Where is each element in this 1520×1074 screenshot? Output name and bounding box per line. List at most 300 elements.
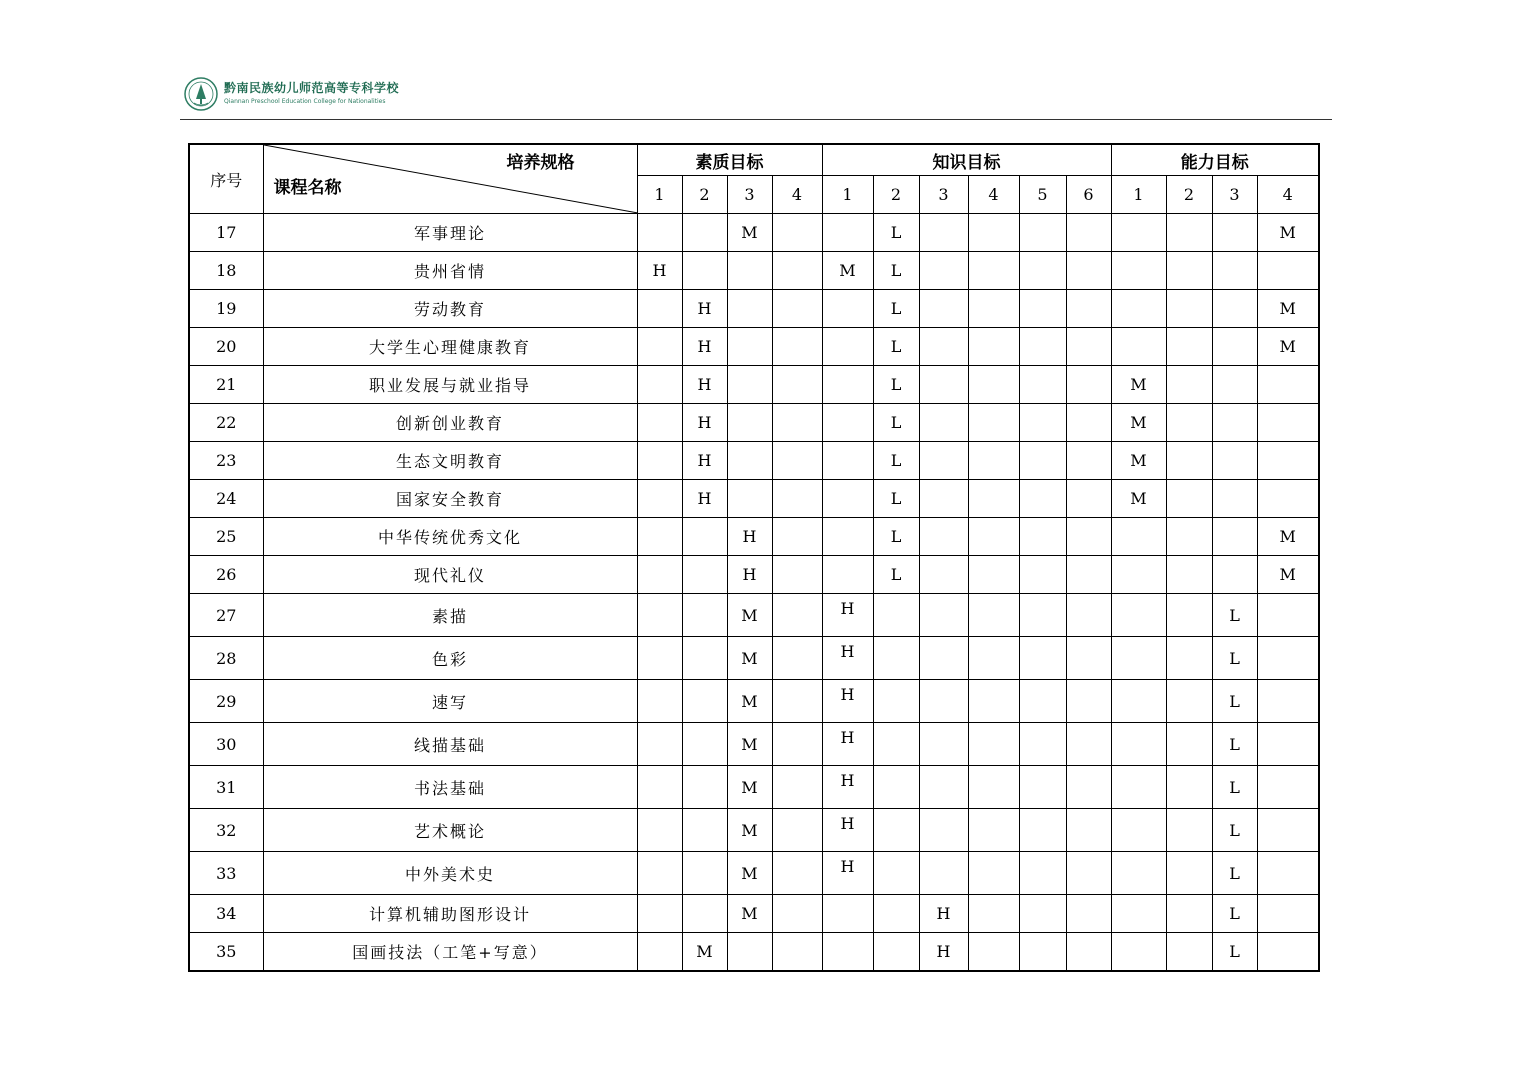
- table-row: [189, 404, 1319, 442]
- course-name: 中华传统优秀文化: [263, 518, 637, 556]
- objective-mark: [1066, 637, 1111, 680]
- objective-mark: [1019, 766, 1066, 809]
- objective-mark: [919, 366, 968, 404]
- objective-mark: [637, 404, 682, 442]
- objective-mark: [1019, 556, 1066, 594]
- objective-mark: [919, 637, 968, 680]
- objective-mark: [772, 933, 822, 972]
- objective-mark: [637, 214, 682, 252]
- objective-mark: [772, 518, 822, 556]
- objective-mark: [968, 809, 1019, 852]
- objective-mark: [919, 214, 968, 252]
- school-name-cn: 黔南民族幼儿师范高等专科学校: [224, 81, 400, 95]
- objective-mark: M: [1111, 480, 1166, 518]
- objective-mark: [1066, 594, 1111, 637]
- objective-mark: [637, 290, 682, 328]
- objective-mark: [1257, 766, 1319, 809]
- table-row: [189, 518, 1319, 556]
- objective-mark: [1257, 680, 1319, 723]
- row-seq: 27: [189, 594, 263, 637]
- objective-mark: L: [873, 252, 919, 290]
- objective-mark: [1019, 328, 1066, 366]
- row-seq: 17: [189, 214, 263, 252]
- objective-mark: [822, 895, 873, 933]
- objective-mark: [1111, 852, 1166, 895]
- objective-mark: [1212, 214, 1257, 252]
- row-seq: 33: [189, 852, 263, 895]
- table-row: [189, 723, 1319, 766]
- objective-mark: [919, 518, 968, 556]
- row-seq: 23: [189, 442, 263, 480]
- objective-mark: [919, 290, 968, 328]
- objective-mark: [968, 723, 1019, 766]
- objective-mark: [1166, 214, 1212, 252]
- objective-mark: [968, 594, 1019, 637]
- objective-mark: L: [873, 442, 919, 480]
- objective-mark: [1212, 404, 1257, 442]
- objective-mark: [682, 680, 727, 723]
- course-name: 国画技法（工笔+写意）: [263, 933, 637, 972]
- objective-mark: [1019, 252, 1066, 290]
- objective-mark: [772, 290, 822, 328]
- course-name: 创新创业教育: [263, 404, 637, 442]
- objective-mark: [873, 723, 919, 766]
- objective-mark: [968, 366, 1019, 404]
- sub-header: 2: [1166, 176, 1212, 214]
- objective-mark: [968, 637, 1019, 680]
- objective-mark: [1066, 252, 1111, 290]
- objective-mark: [637, 680, 682, 723]
- objective-mark: [1166, 637, 1212, 680]
- objective-mark: L: [873, 290, 919, 328]
- objective-mark: [1111, 214, 1166, 252]
- objective-mark: [968, 556, 1019, 594]
- objective-mark: M: [727, 766, 772, 809]
- sub-header: 4: [968, 176, 1019, 214]
- objective-mark: [822, 404, 873, 442]
- objective-mark: [772, 809, 822, 852]
- objective-mark: [1111, 809, 1166, 852]
- objective-mark: L: [1212, 852, 1257, 895]
- objective-mark: M: [727, 852, 772, 895]
- objective-mark: [682, 556, 727, 594]
- row-seq: 19: [189, 290, 263, 328]
- objective-mark: M: [727, 723, 772, 766]
- objective-mark: [1111, 933, 1166, 972]
- objective-mark: H: [822, 594, 873, 637]
- objective-mark: [682, 723, 727, 766]
- objective-mark: [1166, 766, 1212, 809]
- objective-mark: H: [682, 404, 727, 442]
- objective-mark: [682, 214, 727, 252]
- row-seq: 22: [189, 404, 263, 442]
- objective-mark: [682, 252, 727, 290]
- table-row: [189, 680, 1319, 723]
- objective-mark: [919, 680, 968, 723]
- sub-header: 4: [772, 176, 822, 214]
- course-name: 现代礼仪: [263, 556, 637, 594]
- objective-mark: [1212, 366, 1257, 404]
- course-name: 线描基础: [263, 723, 637, 766]
- objective-mark: L: [1212, 766, 1257, 809]
- page-header: [180, 74, 1332, 120]
- objective-mark: [1111, 766, 1166, 809]
- objective-mark: H: [727, 556, 772, 594]
- objective-mark: [1166, 809, 1212, 852]
- row-seq: 34: [189, 895, 263, 933]
- course-name: 生态文明教育: [263, 442, 637, 480]
- objective-mark: L: [873, 480, 919, 518]
- objective-mark: [919, 404, 968, 442]
- objective-mark: [1166, 852, 1212, 895]
- objective-mark: [968, 252, 1019, 290]
- objective-mark: [1111, 680, 1166, 723]
- objective-mark: [1019, 518, 1066, 556]
- objective-mark: M: [1257, 214, 1319, 252]
- objective-mark: [1111, 518, 1166, 556]
- objective-mark: [637, 637, 682, 680]
- table-row: [189, 594, 1319, 637]
- sub-header: 6: [1066, 176, 1111, 214]
- objective-mark: [822, 480, 873, 518]
- objective-mark: [637, 895, 682, 933]
- objective-mark: [637, 328, 682, 366]
- objective-mark: [919, 852, 968, 895]
- course-name: 职业发展与就业指导: [263, 366, 637, 404]
- header-divider: [180, 119, 1332, 120]
- objective-mark: [873, 766, 919, 809]
- objective-mark: [1111, 637, 1166, 680]
- objective-mark: [637, 442, 682, 480]
- objective-mark: [919, 556, 968, 594]
- objective-mark: [1212, 480, 1257, 518]
- objective-mark: [968, 290, 1019, 328]
- objective-mark: [727, 442, 772, 480]
- objective-mark: [968, 214, 1019, 252]
- objective-mark: [637, 933, 682, 972]
- course-name: 贵州省情: [263, 252, 637, 290]
- course-name: 色彩: [263, 637, 637, 680]
- objective-mark: [1066, 214, 1111, 252]
- seq-column-header: 序号: [189, 144, 263, 214]
- objective-mark: M: [1257, 556, 1319, 594]
- objective-mark: [968, 404, 1019, 442]
- objective-mark: [1066, 366, 1111, 404]
- sub-header: 1: [822, 176, 873, 214]
- course-name: 书法基础: [263, 766, 637, 809]
- objective-mark: [637, 594, 682, 637]
- objective-mark: [727, 290, 772, 328]
- table-row: [189, 895, 1319, 933]
- objective-mark: [772, 723, 822, 766]
- table-row: [189, 442, 1319, 480]
- objective-mark: [1257, 366, 1319, 404]
- objective-mark: [968, 480, 1019, 518]
- objective-mark: [1212, 290, 1257, 328]
- objective-mark: [727, 480, 772, 518]
- objective-mark: [919, 809, 968, 852]
- objective-mark: [772, 594, 822, 637]
- objective-mark: [822, 442, 873, 480]
- sub-header: 3: [1212, 176, 1257, 214]
- objective-mark: [1066, 442, 1111, 480]
- sub-header: 1: [1111, 176, 1166, 214]
- objective-mark: [637, 480, 682, 518]
- objective-mark: [1166, 680, 1212, 723]
- objective-mark: [1111, 290, 1166, 328]
- objective-mark: [1019, 442, 1066, 480]
- objective-mark: [1111, 252, 1166, 290]
- objective-mark: [1019, 214, 1066, 252]
- objective-mark: [1111, 328, 1166, 366]
- objective-mark: [772, 328, 822, 366]
- row-seq: 24: [189, 480, 263, 518]
- objective-mark: [772, 637, 822, 680]
- group-header-ability: 能力目标: [1111, 144, 1319, 176]
- table-row: [189, 933, 1319, 972]
- objective-mark: [1166, 252, 1212, 290]
- objective-mark: [822, 214, 873, 252]
- objective-mark: [1166, 723, 1212, 766]
- row-seq: 32: [189, 809, 263, 852]
- objective-mark: [1019, 895, 1066, 933]
- objective-mark: [682, 766, 727, 809]
- objective-mark: [637, 556, 682, 594]
- objective-mark: L: [1212, 637, 1257, 680]
- objective-mark: [1019, 480, 1066, 518]
- objective-mark: [822, 328, 873, 366]
- objective-mark: [968, 680, 1019, 723]
- objective-mark: [1066, 404, 1111, 442]
- sub-header: 1: [637, 176, 682, 214]
- objective-mark: M: [727, 214, 772, 252]
- objective-mark: [1257, 809, 1319, 852]
- sub-header: 3: [919, 176, 968, 214]
- objective-mark: [1257, 594, 1319, 637]
- objective-mark: M: [1257, 328, 1319, 366]
- objective-mark: [968, 852, 1019, 895]
- objective-mark: [682, 809, 727, 852]
- objective-mark: H: [682, 290, 727, 328]
- objective-mark: H: [637, 252, 682, 290]
- objective-mark: [1166, 556, 1212, 594]
- sub-header: 5: [1019, 176, 1066, 214]
- objective-mark: [822, 556, 873, 594]
- course-objective-matrix: [188, 143, 1320, 972]
- objective-mark: [919, 252, 968, 290]
- objective-mark: [1019, 809, 1066, 852]
- sub-header: 2: [682, 176, 727, 214]
- sub-header: 2: [873, 176, 919, 214]
- objective-mark: M: [727, 809, 772, 852]
- objective-mark: M: [1111, 366, 1166, 404]
- course-name: 素描: [263, 594, 637, 637]
- row-seq: 18: [189, 252, 263, 290]
- row-seq: 29: [189, 680, 263, 723]
- objective-mark: [1257, 933, 1319, 972]
- objective-mark: [1166, 404, 1212, 442]
- objective-mark: [1166, 442, 1212, 480]
- row-seq: 28: [189, 637, 263, 680]
- objective-mark: [1166, 366, 1212, 404]
- row-seq: 21: [189, 366, 263, 404]
- objective-mark: [1066, 852, 1111, 895]
- objective-mark: [682, 518, 727, 556]
- objective-mark: [919, 480, 968, 518]
- objective-mark: L: [873, 518, 919, 556]
- objective-mark: H: [822, 680, 873, 723]
- objective-mark: [1019, 404, 1066, 442]
- objective-mark: [637, 852, 682, 895]
- objective-mark: [822, 290, 873, 328]
- table-row: [189, 766, 1319, 809]
- objective-mark: H: [822, 723, 873, 766]
- objective-mark: [1019, 723, 1066, 766]
- objective-mark: [772, 366, 822, 404]
- objective-mark: [772, 766, 822, 809]
- objective-mark: [822, 933, 873, 972]
- objective-mark: [727, 404, 772, 442]
- table-row: [189, 252, 1319, 290]
- course-name-header: 课程名称: [273, 178, 342, 198]
- table-row: [189, 480, 1319, 518]
- school-seal-icon: [184, 77, 218, 111]
- objective-mark: H: [822, 852, 873, 895]
- objective-mark: [968, 933, 1019, 972]
- objective-mark: [1166, 328, 1212, 366]
- objective-mark: H: [682, 328, 727, 366]
- objective-mark: [1166, 518, 1212, 556]
- objective-mark: M: [727, 637, 772, 680]
- objective-mark: [682, 895, 727, 933]
- objective-mark: [682, 637, 727, 680]
- objective-mark: H: [919, 895, 968, 933]
- objective-mark: [682, 852, 727, 895]
- objective-mark: [919, 723, 968, 766]
- objective-mark: [968, 895, 1019, 933]
- objective-mark: M: [727, 594, 772, 637]
- course-name: 国家安全教育: [263, 480, 637, 518]
- objective-mark: [1019, 680, 1066, 723]
- objective-mark: M: [727, 680, 772, 723]
- table-row: [189, 637, 1319, 680]
- objective-mark: [727, 252, 772, 290]
- objective-mark: [772, 442, 822, 480]
- objective-mark: [1212, 556, 1257, 594]
- objective-mark: [822, 518, 873, 556]
- objective-mark: [1212, 252, 1257, 290]
- objective-mark: [919, 594, 968, 637]
- objective-mark: [1066, 290, 1111, 328]
- objective-mark: [1257, 723, 1319, 766]
- objective-mark: [727, 328, 772, 366]
- objective-mark: [1066, 328, 1111, 366]
- objective-mark: [919, 766, 968, 809]
- sub-header: 4: [1257, 176, 1319, 214]
- objective-mark: [772, 556, 822, 594]
- course-name: 艺术概论: [263, 809, 637, 852]
- course-name: 计算机辅助图形设计: [263, 895, 637, 933]
- objective-mark: [1066, 766, 1111, 809]
- objective-mark: [772, 480, 822, 518]
- objective-mark: [772, 404, 822, 442]
- objective-mark: [637, 809, 682, 852]
- objective-mark: [1166, 480, 1212, 518]
- objective-mark: [1066, 480, 1111, 518]
- objective-mark: [727, 933, 772, 972]
- objective-mark: [1066, 895, 1111, 933]
- objective-mark: [1066, 809, 1111, 852]
- objective-mark: M: [1257, 290, 1319, 328]
- objective-mark: [772, 214, 822, 252]
- objective-mark: M: [1111, 442, 1166, 480]
- objective-mark: [1212, 442, 1257, 480]
- objective-mark: [1166, 895, 1212, 933]
- group-header-quality: 素质目标: [637, 144, 822, 176]
- spec-header: 培养规格: [506, 153, 575, 173]
- objective-mark: [1111, 556, 1166, 594]
- objective-mark: L: [1212, 895, 1257, 933]
- course-name: 大学生心理健康教育: [263, 328, 637, 366]
- objective-mark: M: [727, 895, 772, 933]
- objective-mark: [637, 518, 682, 556]
- table-row: [189, 852, 1319, 895]
- objective-mark: [1166, 933, 1212, 972]
- objective-mark: L: [873, 556, 919, 594]
- table-row: [189, 556, 1319, 594]
- objective-mark: [1257, 852, 1319, 895]
- objective-mark: [968, 442, 1019, 480]
- matrix-body: [189, 214, 1319, 972]
- objective-mark: M: [1257, 518, 1319, 556]
- objective-mark: H: [727, 518, 772, 556]
- objective-mark: [1066, 518, 1111, 556]
- objective-mark: [873, 852, 919, 895]
- sub-header: 3: [727, 176, 772, 214]
- objective-mark: M: [682, 933, 727, 972]
- objective-mark: M: [1111, 404, 1166, 442]
- objective-mark: [727, 366, 772, 404]
- objective-mark: H: [822, 809, 873, 852]
- objective-mark: [1019, 637, 1066, 680]
- objective-mark: [919, 328, 968, 366]
- objective-mark: [1166, 290, 1212, 328]
- table-row: [189, 366, 1319, 404]
- objective-mark: [1257, 442, 1319, 480]
- objective-mark: [637, 366, 682, 404]
- objective-mark: [873, 933, 919, 972]
- row-seq: 26: [189, 556, 263, 594]
- table-row: [189, 328, 1319, 366]
- objective-mark: [1019, 594, 1066, 637]
- objective-mark: [772, 252, 822, 290]
- objective-mark: [1019, 852, 1066, 895]
- objective-mark: L: [1212, 933, 1257, 972]
- objective-mark: [1212, 518, 1257, 556]
- objective-mark: L: [873, 404, 919, 442]
- objective-mark: [1257, 404, 1319, 442]
- objective-mark: H: [682, 366, 727, 404]
- objective-mark: [968, 518, 1019, 556]
- row-seq: 20: [189, 328, 263, 366]
- table-row: [189, 214, 1319, 252]
- objective-mark: [873, 637, 919, 680]
- objective-mark: [772, 680, 822, 723]
- objective-mark: L: [873, 328, 919, 366]
- objective-mark: L: [1212, 594, 1257, 637]
- objective-mark: L: [1212, 809, 1257, 852]
- course-name: 速写: [263, 680, 637, 723]
